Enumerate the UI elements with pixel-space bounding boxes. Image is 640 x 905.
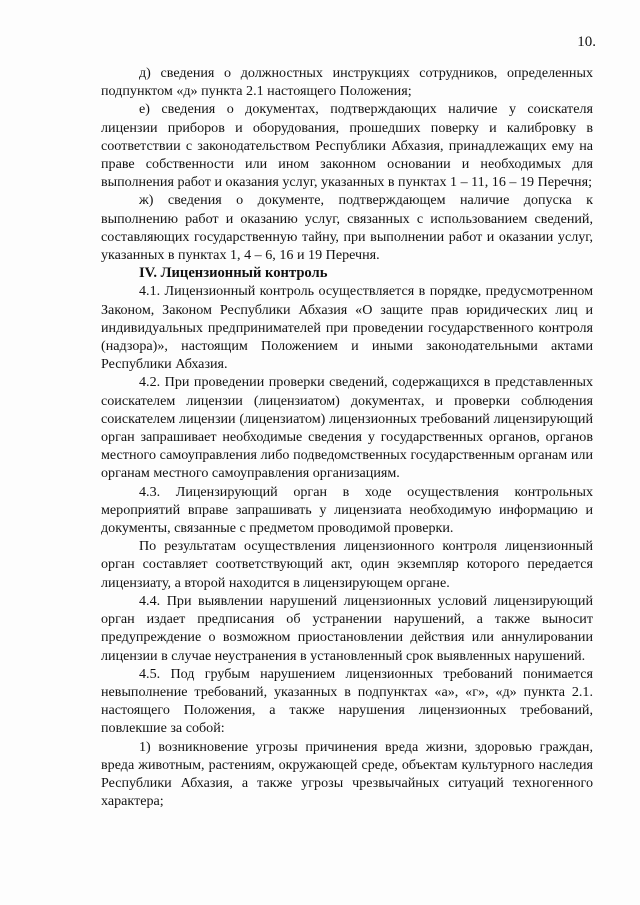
paragraph-d: д) сведения о должностных инструкциях сотрудников, определенных подпунктом «д» пункта 2.1 настоящего Положения; (101, 65, 593, 100)
paragraph-control-results: По результатам осуществления лицензионного контроля лицензионный орган составляет соответствующий акт, один экземпляр которого передается лицензиату, а второй находится в лицензирующем органе. (101, 538, 593, 591)
section-heading: IV. Лицензионный контроль (139, 265, 328, 282)
paragraph-e: е) сведения о документах, подтверждающих наличие у соискателя лицензии приборов и оборудования, прошедших поверку и калибровку в соответствии с законодательством Республики Абхазия, принадлежащих ему на праве собственности или ином законном основании и необходимых для выполнения работ и оказания услуг, указанных в пунктах 1 – 11, 16 – 19 Перечня; (101, 101, 593, 191)
document-body (101, 64, 593, 810)
paragraph-item-1: 1) возникновение угрозы причинения вреда жизни, здоровью граждан, вреда животным, растениям, окружающей среде, объектам культурного наследия Республики Абхазия, а также угрозы чрезвычайных ситуаций техногенного характера; (101, 738, 593, 810)
paragraph-4-2: 4.2. При проведении проверки сведений, содержащихся в представленных соискателем лицензии (лицензиатом) документах, и проверки соблюдения соискателем лицензии (лицензиатом) лицензионных требований лицензирующий орган запрашивает необходимые сведения у государственных органов, органов местного самоуправления либо подведомственных государственным органам или органам местного самоуправления организациям. (101, 374, 593, 482)
paragraph-4-1: 4.1. Лицензионный контроль осуществляется в порядке, предусмотренном Законом, Законом Республики Абхазия «О защите прав юридических лиц и индивидуальных предпринимателей при проведении государственного контроля (надзора)», настоящим Положением и иными законодательными актами Республики Абхазия. (101, 283, 593, 373)
paragraph-4-4: 4.4. При выявлении нарушений лицензионных условий лицензирующий орган издает предписания об устранении нарушений, а также выносит предупреждение о возможном приостановлении действия или аннулировании лицензии в случае неустранения в установленный срок выявленных нарушений. (101, 592, 593, 664)
paragraph-zh: ж) сведения о документе, подтверждающем наличие допуска к выполнению работ и оказанию услуг, связанных с использованием сведений, составляющих государственную тайну, при выполнении работ и оказании услуг, указанных в пунктах 1, 4 – 6, 16 и 19 Перечня. (101, 192, 593, 264)
paragraph-4-3: 4.3. Лицензирующий орган в ходе осуществления контрольных мероприятий вправе запрашивать у лицензиата необходимую информацию и документы, связанные с предметом проводимой проверки. (101, 483, 593, 537)
page-number: 10. (577, 34, 596, 50)
paragraph-4-5: 4.5. Под грубым нарушением лицензионных требований понимается невыполнение требований, указанных в подпунктах «а», «г», «д» пункта 2.1. настоящего Положения, а также нарушения лицензионных требований, повлекшие за собой: (101, 665, 593, 737)
